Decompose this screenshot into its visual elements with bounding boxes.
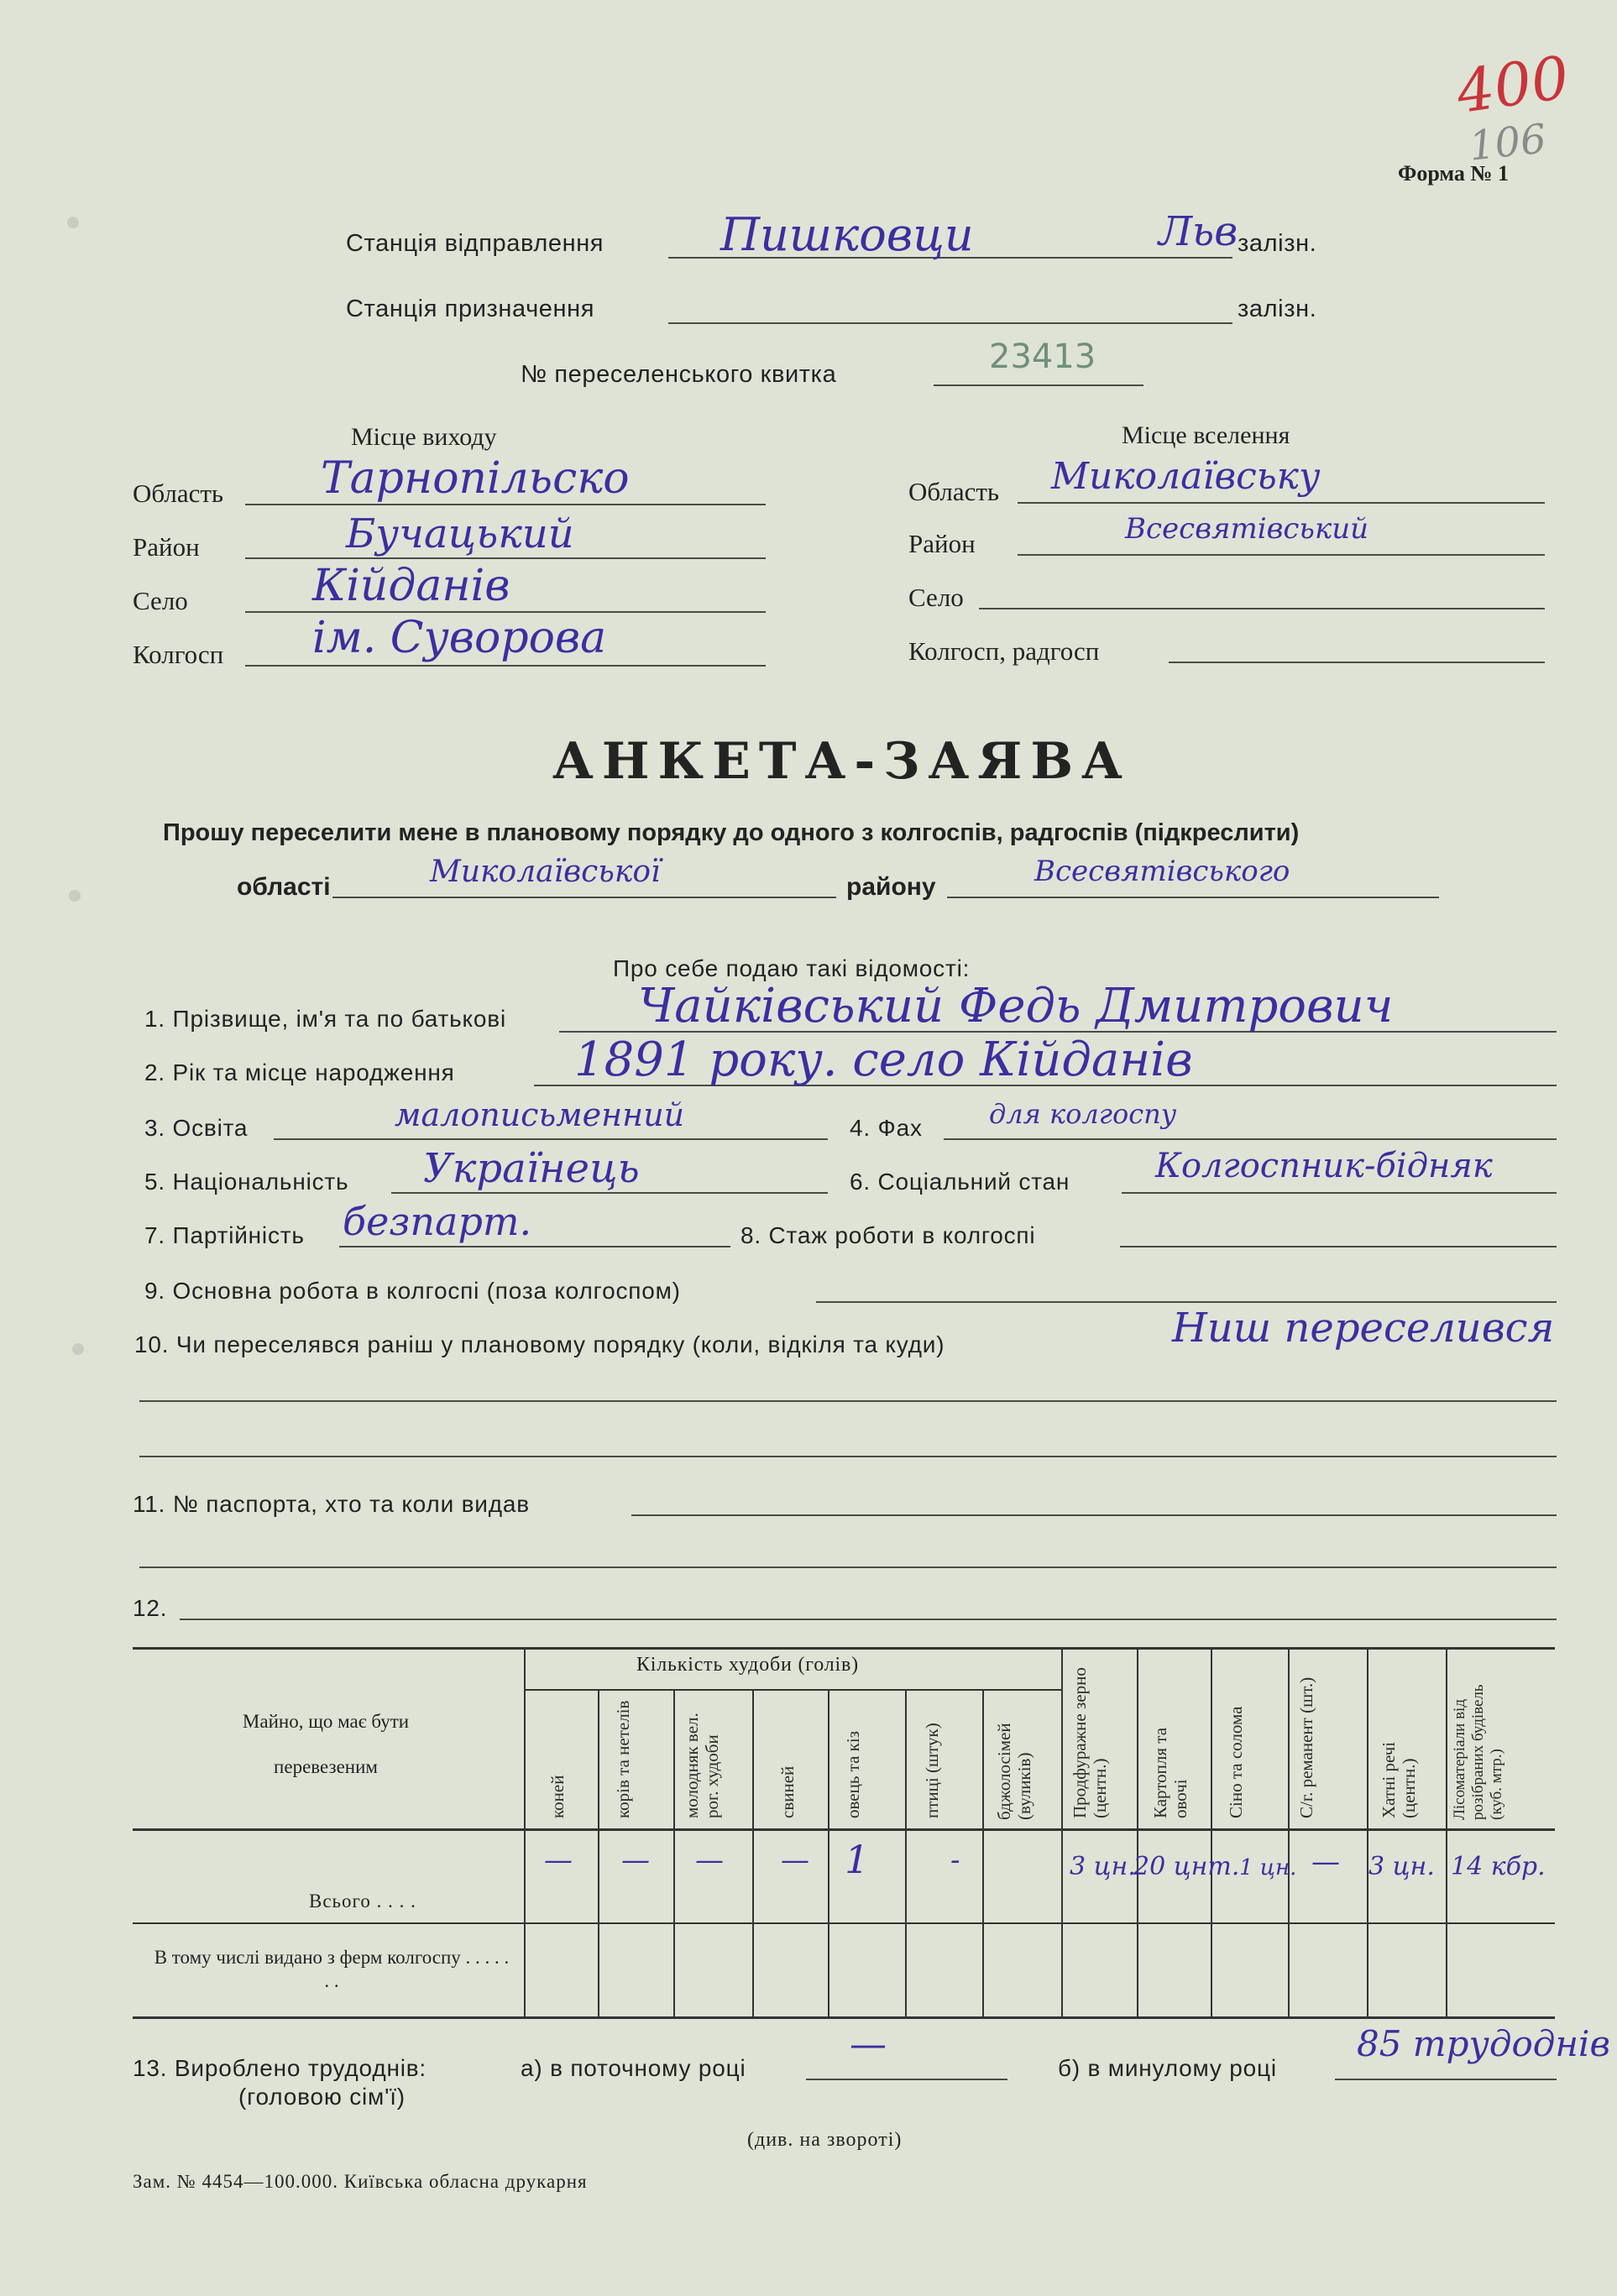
q13-a-value: — bbox=[850, 2023, 887, 2066]
col-potatoes: Картопля та овочі bbox=[1150, 1727, 1191, 1818]
origin-raion-label: Район bbox=[133, 532, 200, 562]
q9-line bbox=[816, 1301, 1557, 1303]
origin-selo-label: Село bbox=[133, 586, 188, 615]
total-pigs: — bbox=[781, 1844, 809, 1877]
q8-label: 8. Стаж роботи в колгоспі bbox=[740, 1222, 1036, 1248]
table-livestock-header: Кількість худоби (голів) bbox=[636, 1654, 859, 1676]
destination-raion-label: Район bbox=[908, 529, 976, 558]
punch-hole bbox=[69, 890, 81, 902]
q7-line bbox=[339, 1246, 730, 1247]
col-poultry: птиці (штук) bbox=[922, 1723, 942, 1818]
origin-oblast-value: Тарнопільско bbox=[321, 453, 630, 504]
origin-oblast-line bbox=[245, 504, 766, 505]
q13-b-value: 85 трудоднів bbox=[1357, 2023, 1610, 2064]
col-hay: Сіно та солома bbox=[1226, 1706, 1246, 1818]
col-horses: коней bbox=[547, 1775, 568, 1818]
request-oblast-label: області bbox=[237, 873, 331, 901]
q10-line-2 bbox=[139, 1400, 1557, 1402]
col-pigs: свиней bbox=[777, 1765, 798, 1818]
q10-line-3 bbox=[139, 1456, 1557, 1457]
total-grain: 3 цн. bbox=[1070, 1852, 1136, 1881]
q5-label: 5. Національність bbox=[144, 1169, 349, 1195]
q5-line bbox=[391, 1192, 828, 1194]
printer-note: Зам. № 4454—100.000. Київська обласна друкарня bbox=[133, 2171, 588, 2192]
q9-label: 9. Основна робота в колгоспі (поза колгоспом) bbox=[144, 1278, 681, 1304]
q13-a-line bbox=[806, 2079, 1007, 2080]
q4-label: 4. Фах bbox=[850, 1115, 923, 1141]
destination-rail-suffix: залізн. bbox=[1238, 295, 1317, 322]
q13-a-label: а) в поточному році bbox=[521, 2055, 746, 2081]
origin-kolhosp-value: ім. Суворова bbox=[312, 613, 607, 663]
q11-line-2 bbox=[139, 1566, 1557, 1568]
total-tools: — bbox=[1311, 1845, 1340, 1879]
total-sheep: 1 bbox=[845, 1837, 870, 1882]
col-young-cattle: молодняк вел. рог. худоби bbox=[682, 1713, 722, 1818]
q3-value: малописьменний bbox=[395, 1096, 685, 1133]
form-title: АНКЕТА-ЗАЯВА bbox=[552, 732, 1131, 791]
col-household: Хатні речі (центн.) bbox=[1379, 1741, 1419, 1818]
q10-label: 10. Чи переселявся раніш у плановому порядку (коли, відкіля та куди) bbox=[134, 1331, 945, 1357]
destination-kolhosp-line bbox=[1169, 662, 1545, 663]
q6-value: Колгоспник-бідняк bbox=[1155, 1147, 1493, 1185]
origin-selo-value: Кійданів bbox=[312, 561, 510, 611]
total-household: 3 цн. bbox=[1368, 1852, 1435, 1881]
archive-number-red: 400 bbox=[1452, 43, 1573, 127]
total-hay: 1 цн. bbox=[1239, 1855, 1297, 1880]
destination-heading: Місце вселення bbox=[1122, 421, 1290, 449]
col-grain: Продфуражне зерно (центн.) bbox=[1070, 1667, 1110, 1818]
q13-label: 13. Вироблено трудоднів: bbox=[133, 2055, 426, 2081]
ticket-label: № переселенського квитка bbox=[521, 361, 837, 388]
ticket-line bbox=[934, 384, 1143, 386]
destination-kolhosp-label: Колгосп, радгосп bbox=[908, 636, 1100, 666]
col-sheep: овець та кіз bbox=[843, 1730, 863, 1818]
q12-label: 12. bbox=[133, 1595, 168, 1621]
q7-value: безпарт. bbox=[343, 1199, 532, 1244]
q6-label: 6. Соціальний стан bbox=[850, 1169, 1070, 1195]
col-timber: Лісоматеріали від розібраних будівель (куб. мтр.) bbox=[1451, 1684, 1505, 1820]
total-young-cattle: — bbox=[695, 1844, 724, 1877]
origin-raion-value: Бучацький bbox=[346, 510, 574, 557]
total-horses: — bbox=[544, 1844, 573, 1877]
destination-station-label: Станція призначення bbox=[346, 295, 595, 322]
request-raion-label: району bbox=[846, 873, 936, 901]
q1-value: Чайківський Федь Дмитрович bbox=[638, 979, 1394, 1033]
destination-oblast-line bbox=[1018, 502, 1545, 504]
total-poultry: - bbox=[950, 1844, 960, 1877]
request-oblast-line bbox=[332, 897, 836, 898]
destination-selo-line bbox=[979, 608, 1545, 609]
request-oblast-value: Миколаївської bbox=[430, 855, 661, 889]
q4-line bbox=[944, 1138, 1557, 1140]
table-property-header: Майно, що має бути перевезеним bbox=[242, 1711, 410, 1777]
destination-selo-label: Село bbox=[908, 583, 964, 612]
departure-station-label: Станція відправлення bbox=[346, 230, 604, 257]
destination-raion-value: Всесвятівський bbox=[1125, 512, 1369, 546]
q13-sublabel: (головою сім'ї) bbox=[238, 2084, 406, 2110]
q13-b-line bbox=[1335, 2079, 1557, 2080]
request-raion-value: Всесвятівського bbox=[1034, 855, 1290, 888]
info-heading: Про себе подаю такі відомості: bbox=[613, 955, 971, 981]
origin-kolhosp-label: Колгосп bbox=[133, 640, 224, 669]
row-farm-label: В тому числі видано з ферм колгоспу . . . . . . . bbox=[154, 1947, 510, 1991]
q2-value: 1891 року. село Кійданів bbox=[574, 1033, 1193, 1087]
departure-rail-suffix: залізн. bbox=[1238, 230, 1317, 257]
q1-label: 1. Прізвище, ім'я та по батькові bbox=[144, 1006, 506, 1032]
destination-oblast-value: Миколаївську bbox=[1051, 455, 1321, 498]
destination-oblast-label: Область bbox=[908, 477, 1000, 506]
col-tools: С/г. реманент (шт.) bbox=[1296, 1676, 1316, 1818]
departure-station-value-2: Льв bbox=[1159, 208, 1238, 255]
q10-value: Ниш переселився bbox=[1172, 1305, 1555, 1352]
q6-line bbox=[1122, 1192, 1557, 1194]
q5-value: Українець bbox=[423, 1145, 640, 1192]
q11-line bbox=[631, 1514, 1557, 1516]
q11-label: 11. № паспорта, хто та коли видав bbox=[133, 1491, 530, 1517]
row-total-label: Всього . . . . bbox=[309, 1891, 416, 1912]
q12-line bbox=[180, 1619, 1557, 1620]
ticket-value: 23413 bbox=[989, 337, 1096, 376]
total-cows: — bbox=[621, 1844, 650, 1877]
origin-oblast-label: Область bbox=[133, 479, 224, 508]
total-timber: 14 кбр. bbox=[1451, 1852, 1546, 1881]
origin-kolhosp-line bbox=[245, 665, 766, 667]
request-raion-line bbox=[947, 897, 1439, 898]
q3-line bbox=[274, 1138, 828, 1140]
q2-label: 2. Рік та місце народження bbox=[144, 1059, 455, 1085]
q7-label: 7. Партійність bbox=[144, 1222, 305, 1248]
punch-hole bbox=[67, 217, 79, 228]
see-back-note: (див. на звороті) bbox=[747, 2129, 903, 2151]
destination-raion-line bbox=[1018, 554, 1545, 556]
request-text: Прошу переселити мене в плановому порядку до одного з колгоспів, радгоспів (підкреслити) bbox=[163, 819, 1300, 846]
col-bees: бджолосімей (вуликів) bbox=[994, 1723, 1034, 1820]
destination-station-line bbox=[668, 322, 1232, 324]
origin-heading: Місце виходу bbox=[351, 423, 497, 451]
departure-station-value: Пишковци bbox=[720, 208, 974, 261]
origin-raion-line bbox=[245, 557, 766, 559]
q13-b-label: б) в минулому році bbox=[1058, 2055, 1277, 2081]
q3-label: 3. Освіта bbox=[144, 1115, 249, 1141]
form-number: Форма № 1 bbox=[1398, 161, 1510, 186]
col-cows: корів та нетелів bbox=[613, 1700, 633, 1818]
q8-line bbox=[1120, 1246, 1557, 1247]
total-potatoes: 20 цнт. bbox=[1133, 1852, 1240, 1881]
q4-value: для колгоспу bbox=[989, 1098, 1177, 1130]
punch-hole bbox=[72, 1343, 84, 1355]
archive-number-pencil: 106 bbox=[1467, 115, 1549, 170]
